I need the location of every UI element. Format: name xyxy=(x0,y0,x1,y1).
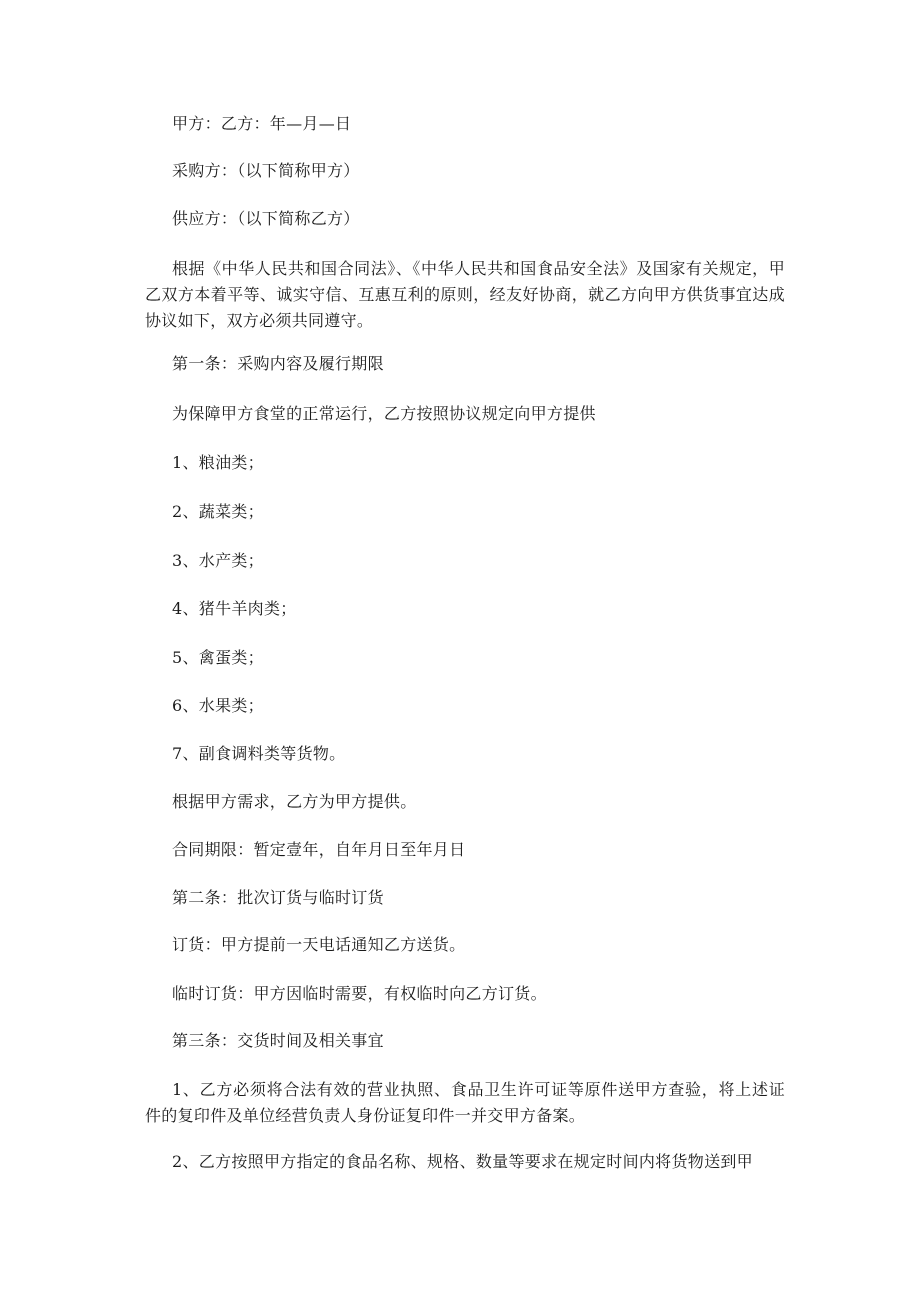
parties-date-line: 甲方：乙方：年—月—日 xyxy=(172,114,352,133)
article-3-item-1: 1、乙方必须将合法有效的营业执照、食品卫生许可证等原件送甲方查验，将上述证件的复印件及单位经营负责人身份证复印件一并交甲方备案。 xyxy=(145,1080,785,1125)
item-line: 6、水果类； xyxy=(172,696,264,715)
ordering-line: 订货：甲方提前一天电话通知乙方送货。 xyxy=(172,935,466,954)
temp-ordering-line: 临时订货：甲方因临时需要，有权临时向乙方订货。 xyxy=(172,984,547,1003)
contract-term: 合同期限：暂定壹年，自年月日至年月日 xyxy=(172,840,466,859)
article-1-title: 第一条：采购内容及履行期限 xyxy=(172,354,384,373)
article-2-title: 第二条：批次订货与临时订货 xyxy=(172,888,384,907)
article-1-intro: 为保障甲方食堂的正常运行，乙方按照协议规定向甲方提供 xyxy=(172,404,596,423)
supplier-line: 供应方：（以下简称乙方） xyxy=(172,209,360,228)
article-3-item-2: 2、乙方按照甲方指定的食品名称、规格、数量等要求在规定时间内将货物送到甲 xyxy=(172,1152,753,1171)
item-line: 4、猪牛羊肉类； xyxy=(172,599,297,618)
item-line: 7、副食调料类等货物。 xyxy=(172,744,346,763)
article-3-title: 第三条：交货时间及相关事宜 xyxy=(172,1031,384,1050)
item-line: 5、禽蛋类； xyxy=(172,648,264,667)
buyer-line: 采购方：（以下简称甲方） xyxy=(172,161,360,180)
article-1-demand: 根据甲方需求，乙方为甲方提供。 xyxy=(172,792,417,811)
item-line: 3、水产类； xyxy=(172,551,264,570)
item-line: 2、蔬菜类； xyxy=(172,502,264,521)
item-line: 1、粮油类； xyxy=(172,453,264,472)
intro-paragraph: 根据《中华人民共和国合同法》、《中华人民共和国食品安全法》及国家有关规定，甲乙双方本着平等、诚实守信、互惠互利的原则，经友好协商，就乙方向甲方供货事宜达成协议如下，双方必须共同遵守。 xyxy=(145,259,785,330)
